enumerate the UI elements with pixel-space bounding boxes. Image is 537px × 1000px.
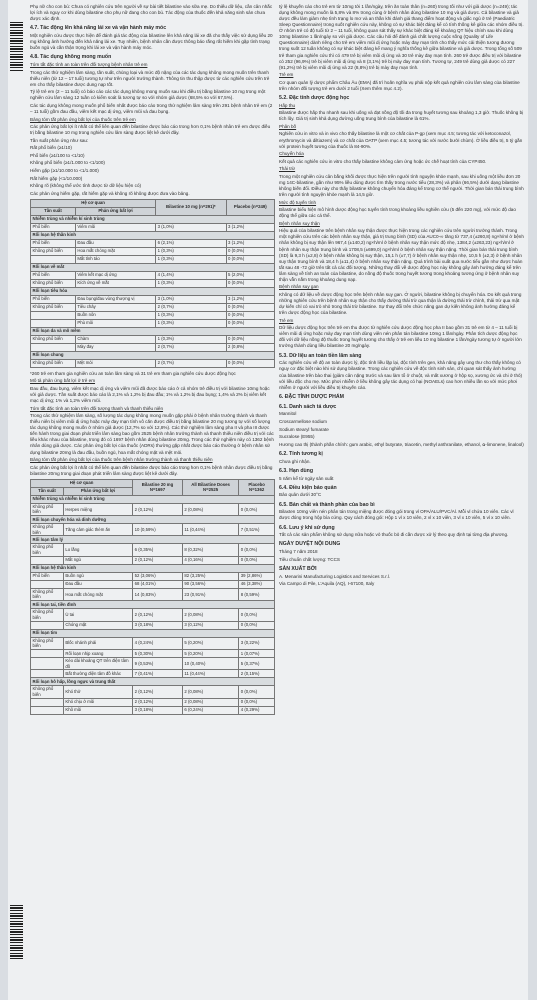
table-group-row xyxy=(31,678,275,686)
section-4-8-subtitle: Tóm tắt đặc tính an toàn trên đối tượng bệnh nhân trẻ em xyxy=(30,62,148,68)
renal-impairment-text: Hiệu quả của bilastine trên bệnh nhân suy thận được thực hiện trong các nghiên cứu trên người trưởng thành. Trong một nghiên cứu trên các bệnh nhân suy thận, giá trị trung bình (SD) của AUC0-∞ tăng từ 737,4 (±260,8) ng×h/ml ở bệnh nhân không bị suy thận lên 967,4 (±140,2) ng×h/ml ở bệnh nhân suy thận mức độ nhẹ, 1384,2 (±263,23) ng×h/ml ở bệnh nhân suy thận trung bình và 1708,5 (±699,0) ng×h/ml ở bệnh nhân suy thận nặng. Thời gian bán thải trung bình (SD) là 9,3 h (±2,8) ở bệnh nhân không bị suy thận, 15,1 h (±7,7) ở bệnh nhân suy thận nhẹ, 10,5 h (±2,3) ở bệnh nhân suy thận trung bình và 18,4 h (±11,4) ở bệnh nhân suy thận nặng. Quá trình bài xuất qua nước tiểu gần như được hoàn tất sau 48 -72 giờ trên tất cả các đối tượng. Những thay đổi về dược động học này không gây ảnh hưởng đáng kể trên lâm sàng về tính an toàn của bilastine, do nồng độ thuốc trong huyết tương trong khoảng tương ứng ở bệnh nhân suy thận vẫn nằm trong khoảng dung nạp. xyxy=(279,228,524,282)
section-6-5-text: Bilaxten 10mg viên nén phân tán trong miệng được đóng gói trong vỉ OPA/ALU/PVC/Al. Mỗi vỉ chứa 10 viên. Các vỉ được đóng trong hộp bìa cứng. Quy cách đóng gói: Hộp 1 vỉ x 10 viên, 2 vỉ x 10 viên, 3 vỉ x 10 viên, 5 vỉ x 10 viên. xyxy=(279,509,514,521)
t2-col-organ: Hệ cơ quan xyxy=(31,479,133,487)
reaction-cell: Mất tỉnh táo xyxy=(75,255,155,263)
intro-paragraph: Phụ nữ cho con bú: Chưa có nghiên cứu trên người về sự bài tiết bilastine vào sữa mẹ. Do thiếu dữ liệu, cần cân nhắc lợi ích và nguy cơ khi dùng bilastine cho phụ nữ đang cho con bú. Tác động của thuốc đến khả năng sinh sản chưa được xác định. xyxy=(30,4,273,22)
section-5-2-title: 5.2. Đặc tính dược động học xyxy=(279,94,350,101)
frequency-cell xyxy=(31,556,64,564)
count-cell: 4 (0,24%) xyxy=(133,637,183,649)
pediatric-pk-text: Dữ liệu dược động học trên trẻ em thu được từ nghiên cứu dược động học pha II bao gồm 31 trẻ em từ 4 – 11 tuổi bị viêm mũi dị ứng hoặc mày đay mạn tính dùng viên nén phân tán bilastine 10mg 1 lần/ngày. Phân tích dược động học đối với dữ liệu nồng độ thuốc trong huyết tương cho thấy ở trẻ em liều 10 mg bilastine 1 lần/ngày tương tự ở người lớn trưởng thành dùng liều bilastine 20 mg/ngày. xyxy=(279,325,522,349)
table-group-row xyxy=(31,263,275,271)
table-row xyxy=(31,335,275,343)
count-cell: 0 (0,0%) xyxy=(239,544,275,556)
adult-safety-text: Trong các thử nghiệm lâm sàng, số lượng tác dụng không mong muốn gặp phải ở bệnh nhân trưởng thành và thanh thiếu niên bị viêm mũi dị ứng hoặc mày đay mạn tính vô căn được điều trị bằng bilastine 20 mg tương tự với số lượng tác dụng không mong muốn ở nhóm giả dược (12,7% so với 12,8%). Các thử nghiệm lâm sàng pha II và pha III được tiến hành trong giai đoạn phát triển lâm sàng bao gồm 2525 bệnh nhân trưởng thành và thanh thiếu niên điều trị với các liều khác nhau của bilastine, trong đó có 1697 bệnh nhân dùng bilastine 20mg. Trong các thử nghiệm này có 1362 bệnh nhân dùng giả dược. Các phản ứng bất lợi của thuốc (ADRs) thường gặp nhất được báo cáo thường ở bệnh nhân sử dụng bilastine 20mg là đau đầu, buồn ngủ, hoa mắt chóng mặt và mệt mỏi. xyxy=(30,413,274,455)
section-4-8-text-3: Các tác dụng không mong muốn phổ biến nhất được báo cáo trong thử nghiệm lâm sàng trên 291 bệnh nhân trẻ em (2 – 11 tuổi) gồm đau đầu, viêm kết mạc dị ứng, viêm mũi và đau bụng. xyxy=(30,102,273,115)
renal-impairment-subtitle: Bệnh nhân suy thận xyxy=(279,220,320,226)
t2-col-frequency: Tần suất xyxy=(31,487,64,495)
t1-col-placebo: Placebo (n=249) xyxy=(226,199,274,215)
organ-system-label: Rối loạn tâm lý xyxy=(31,536,275,544)
reaction-cell: Khô mũi xyxy=(63,706,132,714)
count-cell: 6 (0,35%) xyxy=(133,544,183,556)
count-cell: 0 (0,0%) xyxy=(226,335,274,343)
table-group-row xyxy=(31,351,275,359)
count-cell: 3 (1,2%) xyxy=(226,239,274,247)
section-6-6-text: Tất cả các sản phẩm không sử dụng nữa hoặc vỏ thuốc bỏ đi cần được xử lý theo quy định tại từng địa phương. xyxy=(279,532,509,538)
table-row xyxy=(31,359,275,367)
table-row xyxy=(31,239,275,247)
count-cell: 1 (0,07%) xyxy=(239,649,275,657)
reaction-cell: Tiêu chảy xyxy=(75,303,155,311)
count-cell: 68 (4,01%) xyxy=(133,580,183,588)
review-date: Tháng 7 năm 2018 xyxy=(279,549,318,555)
count-cell: 4 (0,16%) xyxy=(182,556,238,564)
section-4-8-text-2: Tỷ lệ trẻ em (2 – 11 tuổi) có báo cáo các tác dụng không mong muốn sau khi điều trị bằng bilastine 10 mg trong một nghiên cứu lâm sàng 12 tuần có kiểm soát là tương tự so với nhóm giả dược (68,5% so với 67,5%). xyxy=(30,89,266,101)
table-row xyxy=(31,588,275,600)
distribution-text: Nghiên cứu in vitro và in vivo cho thấy bilastine là một cơ chất của P-gp (xem mục 4.5; tương tác với ketoconazol, erythromycin và diltiazem) và cơ chất của OATP (xem mục 4.5; tương tác với nước bưởi chùm). Ở liều điều trị, 5 tỷ gắn với protein huyết tương của thuốc là 84-90%. xyxy=(279,131,523,149)
table-group-row xyxy=(31,287,275,295)
section-4-8-text-1: Trong các thử nghiệm lâm sàng, tần suất, chủng loại và mức độ nặng của các tác dụng không mong muốn trên thanh thiếu niên (từ 12 – 17 tuổi) tương tự như trên người trưởng thành. Thông tin thu thập được từ các nghiên cứu trên trẻ em cho thấy bilastine được dung nạp tốt. xyxy=(30,69,270,87)
table-row xyxy=(31,556,275,564)
table-row xyxy=(31,544,275,556)
table-2-intro: Các phản ứng bất lợi ít nhất có thể liên quan đến bilastine được báo cáo trong hơn 0,1% bệnh nhân được điều trị bằng bilastine 20mg trong giai đoạn phát triển lâm sàng được liệt kê dưới đây. xyxy=(30,464,273,476)
frequency-cell xyxy=(31,621,64,629)
organ-system-label: Rối loạn về mắt xyxy=(31,263,275,271)
count-cell: 0 (0,0%) xyxy=(239,686,275,698)
table-group-row xyxy=(31,495,275,503)
reaction-cell: Herpes miệng xyxy=(63,503,132,515)
count-cell: 2 (0,15%) xyxy=(239,670,275,678)
reaction-cell: Đau bụng/đau vùng thượng vị xyxy=(75,295,155,303)
table-row xyxy=(31,609,275,621)
count-cell: 0 (0,0%) xyxy=(239,556,275,564)
count-cell: 5 (0,20%) xyxy=(182,649,238,657)
frequency-cell xyxy=(31,670,64,678)
count-cell: 23 (0,91%) xyxy=(182,588,238,600)
table-row xyxy=(31,621,275,629)
frequency-cell xyxy=(31,657,64,669)
section-6-4-title: 6.4. Điều kiện bảo quản xyxy=(279,484,337,491)
count-cell: 1 (0,3%) xyxy=(156,255,226,263)
frequency-item: Không rõ (không thể ước tính được từ dữ liệu hiện có) xyxy=(30,183,142,189)
table-row xyxy=(31,524,275,536)
section-5-3-title: 5.3. Dữ liệu an toàn tiền lâm sàng xyxy=(279,352,362,359)
table-group-row xyxy=(31,601,275,609)
reaction-cell: Đau đầu xyxy=(75,239,155,247)
frequency-item: Rất phổ biến (≥1/10) xyxy=(30,145,72,151)
hepatic-impairment-text: Không có dữ liệu về dược động học trên bệnh nhân suy gan. Ở người, bilastine không bị chuyển hóa. Do kết quả trong những nghiên cứu trên bệnh nhân suy thận cho thấy đường thải trừ qua thận là đường thải trừ chính, thải trừ qua mật dự kiến chỉ có vai trò nhỏ trong thải trừ bilastine. Sự thay đổi trên chức năng gan dự kiến không ảnh hưởng đáng kể trên dược động học của bilastine. xyxy=(279,291,522,316)
table-row xyxy=(31,319,275,327)
t1-col-reaction: Phản ứng bất lợi xyxy=(75,207,155,215)
reaction-cell: Mất ngủ xyxy=(63,556,132,564)
count-cell: 1 (0,3%) xyxy=(156,247,226,255)
reaction-cell: Viêm mũi xyxy=(75,223,155,231)
barcode-bottom xyxy=(10,905,23,960)
reaction-cell: Ù tai xyxy=(63,609,132,621)
metabolism-text: Kết quả các nghiên cứu in vitro cho thấy bilastine không cảm ứng hoặc ức chế hoạt tính của CYP450. xyxy=(279,158,487,164)
frequency-item: Rất hiếm gặp (<1/10.000) xyxy=(30,175,83,181)
table-group-row xyxy=(31,327,275,335)
table-2-body xyxy=(31,495,275,714)
section-6-2-text: Chưa ghi nhận. xyxy=(279,458,311,464)
count-cell: 0 (0,0%) xyxy=(226,319,274,327)
count-cell: 10 (0,59%) xyxy=(133,524,183,536)
table-group-row xyxy=(31,564,275,572)
linearity-subtitle: Mức độ tuyến tính xyxy=(279,199,317,205)
table-group-row xyxy=(31,215,275,223)
count-cell: 7 (0,41%) xyxy=(133,670,183,678)
count-cell: 90 (3,56%) xyxy=(182,580,238,588)
elimination-subtitle: Thải trừ xyxy=(279,166,296,172)
organ-system-label: Rối loạn tiêu hóa xyxy=(31,287,275,295)
frequency-list xyxy=(30,145,275,189)
reaction-cell: Rối loạn nhịp xoang xyxy=(63,649,132,657)
count-cell: 2 (0,12%) xyxy=(133,698,183,706)
table-row xyxy=(31,303,275,311)
frequency-item: Hiếm gặp (≥1/10.000 to <1/1.000) xyxy=(30,168,99,174)
count-cell: 11 (0,44%) xyxy=(182,670,238,678)
hepatic-impairment-subtitle: Bệnh nhân suy gan xyxy=(279,284,319,290)
count-cell: 2 (0,7%) xyxy=(156,303,226,311)
elimination-text: Trong một nghiên cứu cân bằng khối được thực hiện trên người tình nguyện khỏe mạnh, sau khi uống một liều đơn 20 mg 14C-bilastine, gần như 95% liều dùng được tìm thấy trong nước tiểu (28,3%) và phân (66,5%) dưới dạng bilastine không biến đổi. Điều này cho thấy bilastine không chuyển hóa đáng kể trong cơ thể người. Thời gian bán thải trung bình trên người tình nguyện khỏe mạnh là 14,5 giờ. xyxy=(279,173,524,198)
frequency-cell xyxy=(31,311,76,319)
reaction-cell: Buồn nôn xyxy=(75,311,155,319)
count-cell: 14 (0,83%) xyxy=(133,588,183,600)
review-date-title: NGÀY DUYỆT NỘI DUNG xyxy=(279,541,341,548)
section-6-5-title: 6.5. Bản chất và thành phần của bao bì xyxy=(279,501,375,508)
count-cell: 5 (0,30%) xyxy=(133,649,183,657)
count-cell: 3 (0,18%) xyxy=(133,621,183,629)
count-cell: 11 (0,44%) xyxy=(182,524,238,536)
table-row xyxy=(31,572,275,580)
section-4-7-text: Một nghiên cứu được thực hiện để đánh giá tác động của bilastine lên khả năng lái xe đã cho thấy việc sử dụng liều 20 mg không ảnh hưởng đến khả năng lái xe. Tuy nhiên, bệnh nhân cần được thông báo rằng rất hiếm khi gặp tình trạng buồn ngủ và cần thận trọng khi lái xe và vận hành máy móc. xyxy=(30,33,273,51)
count-cell: 0 (0,0%) xyxy=(226,303,274,311)
section-6-2-title: 6.2. Tính tương kị xyxy=(279,450,323,457)
count-cell: 52 (3,06%) xyxy=(133,572,183,580)
count-cell: 5 (2,0%) xyxy=(226,271,274,279)
reaction-cell: Kích ứng về mắt xyxy=(75,279,155,287)
section-6-3-text: 5 năm kể từ ngày sản xuất xyxy=(279,475,334,481)
linearity-text: Bilastine biểu hiện mô hình dược động học tuyến tính trong khoảng liều nghiên cứu (5 đến 220 mg), với mức độ dao động thể giữa các cá thể. xyxy=(279,207,516,219)
frequency-cell: Phổ biến xyxy=(31,223,76,231)
quality-standard: Tiêu chuẩn chất lượng: TCCS xyxy=(279,556,340,562)
count-cell: 2 (0,12%) xyxy=(133,556,183,564)
absorption-text: Bilastine được hấp thu nhanh sau khi uống và đạt nồng độ tối đa trong huyết tương sau khoảng 1,3 giờ. Thuốc không bị tích lũy. Giá trị sinh khả dụng đường uống trung bình của bilastine là 61%. xyxy=(279,110,524,122)
pediatric-efficacy-text: tỷ lệ khuyến cáo cho trẻ em từ 10mg tới 1 lần/ngày, trên ăn toàn thân (n=260) trong tối như với giả dược (n=249); tác dụng không mong muốn là 5,8% và 8% trong cùng ở bệnh nhân dùng bilastine 10 mg và giả dược. Cả bilastine và giả dược đều làm giảm nhẹ tình trạng lo mơ và an thần khi đánh giá thang điểm hoạt động và giấc ngủ ở trẻ (Paediatric Sleep Questionnaire) trong suốt nghiên cứu này, không có sự khác biệt đáng kể có tính thống kê giữa các nhóm điều trị. Ở nhóm trẻ có độ tuổi từ 2 – 11 tuổi, không quan sát thấy sự khác biệt đáng kể khoảng QT hiệu chính sau khi dùng 10mg bilastine 1 lần/ngày so với giả dược. Các câu hỏi để đánh giá chất lượng cuộc sống (Quality of Life Questionnaire) dành riêng cho trẻ em viêm mũi dị ứng hoặc mày đay mạn tính cho thấy mức cải thiện tương đương trong suốt 12 tuần không có sự khác biệt đáng kể mang ý nghĩa thống kê giữa bilastine và giả dược. Trong tổng số 509 trẻ tham gia nghiên cứu thì có 479 trẻ bị viêm mũi dị ứng và 30 trẻ mày đay mạn tính. 260 trẻ được điều trị với bilastine có 252 (96,9%) trẻ bị viêm mũi dị ứng và 8 (3,1%) trẻ bị mày đay mạn tính. Tương tự, 249 trẻ dùng giả dược có 227 (91,2%) trẻ bị viêm mũi dị ứng và 22 (8,8%) trẻ bị mày đay mạn tính. xyxy=(279,4,524,70)
absorption-subtitle: Hấp thu xyxy=(279,102,296,108)
table-group-row xyxy=(31,516,275,524)
count-cell: 0 (0,0%) xyxy=(226,279,274,287)
section-5-3-text: Các nghiên cứu về độ an toàn dược lý, độc tính liều lặp lại, độc tính trên gen, khả năng gây ung thư cho thấy không có nguy cơ đặc biệt nào khi sử dụng bilastine. Trong các nghiên cứu về độc tính sinh sản, chỉ quan sát thấy ảnh hưởng của bilastine trên bào thai (giảm cân nặng trước và sau làm tổ ở chuột, và mất xương ở hộp sọ, xương ức và chi ở thỏ) với liều độc cho mẹ. Mức phơi nhiễm ở liều không gây tác dụng có hại (NOAELs) cao hơn nhiều lần so với mức phơi nhiễm ở người với liều điều trị khuyến cáo. xyxy=(279,360,523,390)
count-cell: 46 (3,38%) xyxy=(239,580,275,588)
count-cell: 5 (0,37%) xyxy=(239,657,275,669)
count-cell: 10 (0,40%) xyxy=(182,657,238,669)
table-1-subtitle: Bảng tóm tắt phản ứng bất lợi của thuốc trên trẻ em xyxy=(30,116,136,122)
table-row xyxy=(31,247,275,255)
count-cell: 3 (0,22%) xyxy=(239,637,275,649)
table-row xyxy=(31,223,275,231)
count-cell: 2 (0,08%) xyxy=(182,609,238,621)
right-column xyxy=(279,4,524,589)
pediatric-adverse-reactions-table xyxy=(30,199,275,368)
count-cell: 0 (0,0%) xyxy=(239,609,275,621)
count-cell: 0 (0,0%) xyxy=(226,255,274,263)
frequency-item: Phổ biến (≥1/100 to <1/10) xyxy=(30,152,85,158)
reaction-cell: Khó chịu ở mũi xyxy=(63,698,132,706)
frequency-cell: Không phổ biến xyxy=(31,544,64,556)
count-cell: 2 (0,7%) xyxy=(156,359,226,367)
table-1-head xyxy=(31,199,275,215)
reaction-cell: Phù môi xyxy=(75,319,155,327)
reaction-cell: Đau đầu xyxy=(63,580,132,588)
excipient-item: Mannitol xyxy=(279,411,297,417)
frequency-cell: Không phổ biến xyxy=(31,609,64,621)
count-cell: 1 (0,3%) xyxy=(156,319,226,327)
frequency-cell: Không phổ biến xyxy=(31,335,76,343)
frequency-cell: Không phổ biến xyxy=(31,359,76,367)
t1-col-organ: Hệ cơ quan xyxy=(31,199,156,207)
reaction-cell: Lo lắng xyxy=(63,544,132,556)
table-row xyxy=(31,706,275,714)
count-cell: 82 (3,25%) xyxy=(182,572,238,580)
frequency-tail: Các phản ứng hiếm gặp, rất hiếm gặp và không rõ không được đưa vào bảng. xyxy=(30,190,190,196)
count-cell: 1 (0,3%) xyxy=(156,311,226,319)
table-1-note: *260 trẻ em tham gia nghiên cứu an toàn lâm sàng và 31 trẻ em tham gia nghiên cứu dược động học xyxy=(30,370,236,376)
count-cell: 6 (2,1%) xyxy=(156,239,226,247)
organ-system-label: Rối loạn chung xyxy=(31,351,275,359)
frequency-item: Không phổ biến (≥1/1.000 to <1/100) xyxy=(30,160,105,166)
section-6-6-title: 6.6. Lưu ý khi sử dụng xyxy=(279,524,335,531)
frequency-cell: Không phổ biến xyxy=(31,503,64,515)
table-row xyxy=(31,670,275,678)
table-row xyxy=(31,255,275,263)
reaction-cell: Chàm xyxy=(75,335,155,343)
table-row xyxy=(31,271,275,279)
table-row xyxy=(31,279,275,287)
count-cell: 3 (1,2%) xyxy=(226,223,274,231)
table-row xyxy=(31,698,275,706)
reaction-cell: Mày đay xyxy=(75,343,155,351)
frequency-cell xyxy=(31,706,64,714)
manufacturer-address: Via Campo di Pile, L'Aquila (AQ), I-67100, Italy xyxy=(279,581,375,587)
frequency-cell: Phổ biến xyxy=(31,271,76,279)
table-row xyxy=(31,580,275,588)
frequency-cell xyxy=(31,343,76,351)
adult-safety-subtitle: Tóm tắt đặc tính an toàn trên đối tượng thanh và thanh thiếu niên xyxy=(30,405,164,411)
t2-col-all-doses: All Bilastine Doses N=2525 xyxy=(182,479,238,495)
organ-system-label: Nhiễm trùng và nhiễm kí sinh trùng xyxy=(31,495,275,503)
organ-system-label: Rối loạn hệ thần kinh xyxy=(31,231,275,239)
section-6-4-text: Bảo quản dưới 30°C xyxy=(279,492,322,498)
frequency-cell: Không phổ biến xyxy=(31,588,64,600)
barcode-top xyxy=(10,22,23,72)
count-cell: 4 (0,29%) xyxy=(239,706,275,714)
frequency-cell: Phổ biến xyxy=(31,295,76,303)
count-cell: 2 (0,12%) xyxy=(133,503,183,515)
table-1-body xyxy=(31,215,275,367)
manufacturer-title: SẢN XUẤT BỞI xyxy=(279,565,317,572)
count-cell: 2 (0,12%) xyxy=(133,686,183,698)
excipient-item: Croscarmellose sodium xyxy=(279,419,327,424)
count-cell: 5 (0,20%) xyxy=(182,637,238,649)
table-row xyxy=(31,657,275,669)
count-cell: 2 (0,7%) xyxy=(156,343,226,351)
count-cell: 3 (1,2%) xyxy=(226,295,274,303)
section-6-title: 6. ĐẶC TÍNH DƯỢC PHẨM xyxy=(279,393,344,400)
count-cell: 0 (0,0%) xyxy=(239,503,275,515)
frequency-cell: Không phổ biến xyxy=(31,686,64,698)
section-4-8-title: 4.8. Tác dụng không mong muốn xyxy=(30,54,112,61)
count-cell: 3 (1,0%) xyxy=(156,223,226,231)
organ-system-label: Rối loạn chuyển hóa và dinh dưỡng xyxy=(31,516,275,524)
frequency-title: Tần suất phản ứng như sau: xyxy=(30,137,89,143)
count-cell: 8 (0,59%) xyxy=(239,588,275,600)
frequency-cell: Không phổ biến xyxy=(31,637,64,649)
organ-system-label: Rối loạn hô hấp, lồng ngực và trung thất xyxy=(31,678,275,686)
reaction-cell: Hoa mắt chóng mặt xyxy=(75,247,155,255)
count-cell: 2 (0,8%) xyxy=(226,343,274,351)
organ-system-label: Rối loạn da và mô mềm xyxy=(31,327,275,335)
table-group-row xyxy=(31,231,275,239)
frequency-cell: Phổ biến xyxy=(31,572,64,580)
t1-col-bilastine: Bilastine 10 mg (n=291)* xyxy=(156,199,226,215)
manufacturer-name: A. Menarini Manufacturing Logistics and Services S.r.l. xyxy=(279,573,391,579)
reaction-cell: Viêm kết mạc dị ứng xyxy=(75,271,155,279)
t2-col-bilastine-20: Bilastine 20 mg N=1697 xyxy=(133,479,183,495)
table-row xyxy=(31,649,275,657)
pediatric-pk-subtitle: Trẻ em xyxy=(279,317,294,323)
count-cell: 3 (1,0%) xyxy=(156,295,226,303)
organ-system-label: Nhiễm trùng và nhiễm kí sinh trùng xyxy=(31,215,275,223)
count-cell: 3 (0,18%) xyxy=(133,706,183,714)
pediatric-description-text: Đau đầu, đau bụng, viêm kết mạc dị ứng và viêm mũi đã được báo cáo ở cả nhóm trẻ điều trị với bilastine 10mg hoặc với giả dược. Tần suất được báo cáo là 2,1% và 1,2% bị đau đầu; 1% và 1,2% bị đau bụng; 1,4% và 2% bị viêm kết mạc dị ứng; 1% và 1,2% viêm mũi. xyxy=(30,385,270,404)
frequency-cell: Không phổ biến xyxy=(31,524,64,536)
table-2-head xyxy=(31,479,275,495)
reaction-cell: Mệt mỏi xyxy=(75,359,155,367)
count-cell: 2 (0,12%) xyxy=(133,609,183,621)
count-cell: 0 (0,0%) xyxy=(239,698,275,706)
table-row xyxy=(31,343,275,351)
count-cell: 1 (0,3%) xyxy=(156,335,226,343)
leaflet-sheet xyxy=(8,0,528,1000)
reaction-cell: Blốc nhánh phải xyxy=(63,637,132,649)
frequency-cell xyxy=(31,255,76,263)
count-cell: 0 (0,0%) xyxy=(226,247,274,255)
count-cell: 0 (0,0%) xyxy=(226,359,274,367)
count-cell: 0 (0,0%) xyxy=(239,621,275,629)
table-group-row xyxy=(31,536,275,544)
t2-col-placebo: Placebo N=1362 xyxy=(239,479,275,495)
table-2-subtitle: Bảng tóm tắt phản ứng bất lợi của thuốc trên bệnh nhân trưởng thành và thanh thiếu niên xyxy=(30,457,213,463)
excipient-item: Hương cao thị (thành phần chính: gum arabic, ethyl butyrate, triacetin, methyl anthranilate, ethanol, ⍺-limonene, linalool) xyxy=(279,441,524,447)
reaction-cell: Buồn ngủ xyxy=(63,572,132,580)
count-cell: 6 (0,24%) xyxy=(182,706,238,714)
count-cell: 1 (0,3%) xyxy=(156,279,226,287)
table-row xyxy=(31,503,275,515)
count-cell: 39 (2,86%) xyxy=(239,572,275,580)
pediatric-description-subtitle: Mô tả phản ứng bất lợi ở trẻ em xyxy=(30,378,96,384)
frequency-cell xyxy=(31,319,76,327)
adult-adverse-reactions-table xyxy=(30,479,275,715)
count-cell: 2 (0,08%) xyxy=(182,503,238,515)
frequency-cell xyxy=(31,698,64,706)
count-cell: 4 (1,4%) xyxy=(156,271,226,279)
section-6-1-title: 6.1. Danh sách tá dược xyxy=(279,403,337,410)
organ-system-label: Rối loạn tim xyxy=(31,629,275,637)
excipient-list xyxy=(279,411,524,447)
frequency-cell xyxy=(31,649,64,657)
section-4-7-title: 4.7. Tác động lên khả năng lái xe và vận hành máy móc xyxy=(30,25,167,32)
count-cell: 0 (0,0%) xyxy=(226,311,274,319)
table-group-row xyxy=(31,629,275,637)
frequency-cell: Không phổ biến xyxy=(31,247,76,255)
ema-subtitle: Trẻ em xyxy=(279,72,294,78)
t2-col-reaction: Phản ứng bất lợi xyxy=(63,487,132,495)
reaction-cell: Khó thở xyxy=(63,686,132,698)
reaction-cell: Tăng cảm giác thèm ăn xyxy=(63,524,132,536)
organ-system-label: Rối loạn tai, tiền đình xyxy=(31,601,275,609)
count-cell: 3 (0,12%) xyxy=(182,621,238,629)
left-column xyxy=(30,4,275,718)
t1-col-frequency: Tần suất xyxy=(31,207,76,215)
reaction-cell: Hoa mắt chóng mặt xyxy=(63,588,132,600)
frequency-cell xyxy=(31,580,64,588)
section-6-3-title: 6.3. Hạn dùng xyxy=(279,467,314,474)
reaction-cell: Bất thường điện tâm đồ khác xyxy=(63,670,132,678)
excipient-item: Sodium stearyl fumarate xyxy=(279,426,329,432)
distribution-subtitle: Phân bố xyxy=(279,123,297,129)
metabolism-subtitle: Chuyển hóa xyxy=(279,151,304,157)
count-cell: 9 (0,53%) xyxy=(133,657,183,669)
count-cell: 8 (0,32%) xyxy=(182,544,238,556)
excipient-item: Sucralose (E955) xyxy=(279,434,315,440)
frequency-cell: Không phổ biến xyxy=(31,279,76,287)
organ-system-label: Rối loạn hệ thần kinh xyxy=(31,564,275,572)
reaction-cell: Kéo dài khoảng QT trên điện tâm đồ xyxy=(63,657,132,669)
reaction-cell: Chóng mặt xyxy=(63,621,132,629)
frequency-cell: Không phổ biến xyxy=(31,303,76,311)
count-cell: 2 (0,08%) xyxy=(182,698,238,706)
table-row xyxy=(31,686,275,698)
table-row xyxy=(31,637,275,649)
table-row xyxy=(31,311,275,319)
table-row xyxy=(31,295,275,303)
count-cell: 2 (0,08%) xyxy=(182,686,238,698)
frequency-cell: Phổ biến xyxy=(31,239,76,247)
table-1-intro: Các phản ứng bất lợi ít nhất có thể liên quan đến bilastine được báo cáo trong hơn 0,1% bệnh nhân trẻ em được điều trị bằng bilastine 10 mg trong nghiên cứu lâm sàng được liệt kê dưới đây. xyxy=(30,124,271,136)
ema-text: Cơ quan quản lý dược phẩm Châu Âu (EMA) đã trì hoãn nghĩa vụ phải nộp kết quả nghiên cứu lâm sàng của bilastine trên nhóm đối tượng trẻ em dưới 2 tuổi (Xem thêm mục 4.2). xyxy=(279,79,520,91)
count-cell: 7 (0,51%) xyxy=(239,524,275,536)
